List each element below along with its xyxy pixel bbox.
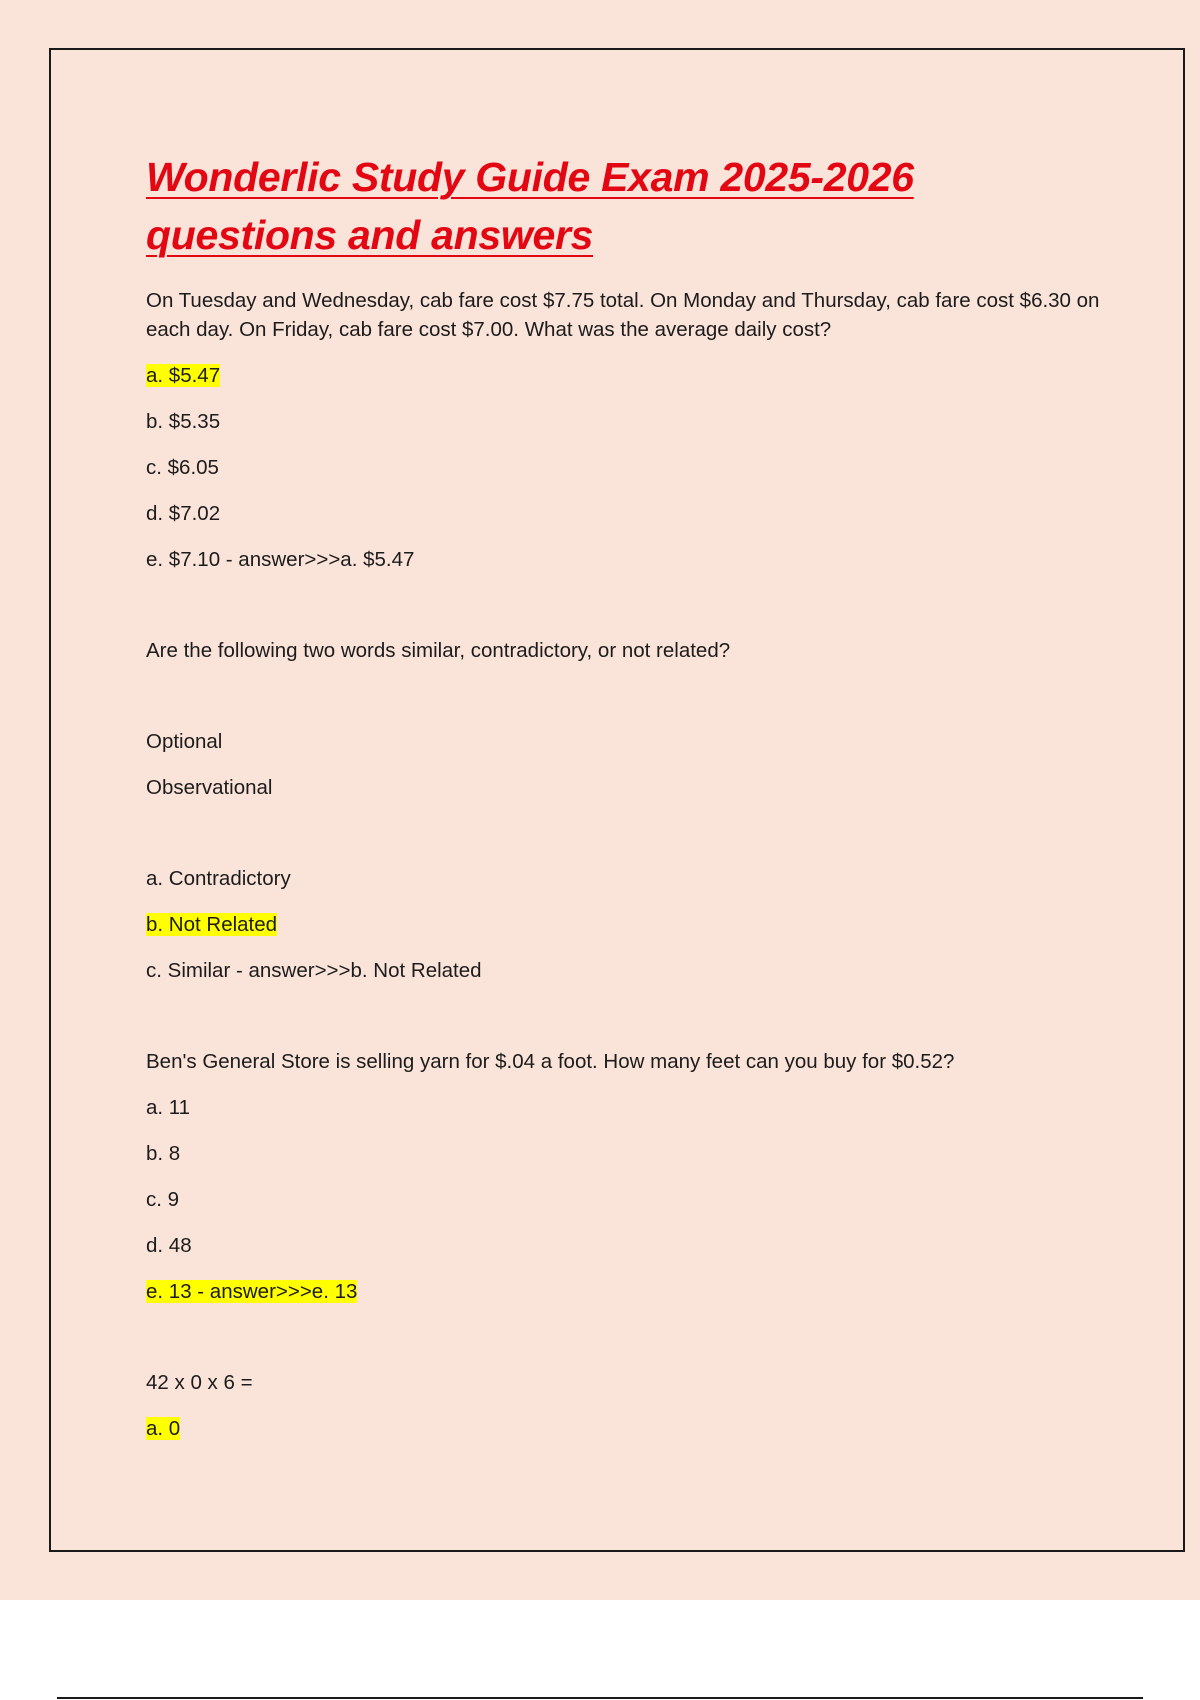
answer-option: b. 8 bbox=[146, 1142, 181, 1165]
answer-option: c. Similar - answer>>>b. Not Related bbox=[146, 959, 482, 982]
question-prompt: Are the following two words similar, contradictory, or not related? bbox=[146, 639, 731, 662]
document-title bbox=[146, 148, 1106, 264]
answer-option bbox=[146, 1277, 1106, 1306]
highlighted-answer: b. Not Related bbox=[146, 913, 278, 936]
title-line-1: Wonderlic Study Guide Exam 2025-2026 bbox=[146, 154, 914, 200]
answer-option: b. $5.35 bbox=[146, 410, 221, 433]
answer-option bbox=[146, 1414, 1106, 1443]
document-body bbox=[146, 148, 1106, 1443]
answer-option bbox=[146, 910, 1106, 939]
footer-divider bbox=[57, 1697, 1143, 1699]
highlighted-answer: a. $5.47 bbox=[146, 364, 221, 387]
question-1 bbox=[146, 286, 1106, 574]
title-line-2: questions and answers bbox=[146, 212, 594, 258]
word-item: Optional bbox=[146, 730, 223, 753]
answer-option: a. 11 bbox=[146, 1096, 191, 1119]
answer-option: d. $7.02 bbox=[146, 502, 221, 525]
word-item: Observational bbox=[146, 776, 273, 799]
answer-option: c. $6.05 bbox=[146, 456, 219, 479]
highlighted-answer: a. 0 bbox=[146, 1417, 181, 1440]
question-prompt: Ben's General Store is selling yarn for $.04 a foot. How many feet can you buy for $0.52? bbox=[146, 1050, 955, 1073]
answer-option bbox=[146, 361, 1106, 390]
question-4 bbox=[146, 1368, 1106, 1443]
answer-option: e. $7.10 - answer>>>a. $5.47 bbox=[146, 548, 415, 571]
answer-option: d. 48 bbox=[146, 1234, 192, 1257]
question-prompt: On Tuesday and Wednesday, cab fare cost $7.75 total. On Monday and Thursday, cab fare cost $6.30 on each day. On Friday, cab fare cost $7.00. What was the average daily cost? bbox=[146, 289, 1100, 341]
highlighted-answer: e. 13 - answer>>>e. 13 bbox=[146, 1280, 358, 1303]
answer-option: c. 9 bbox=[146, 1188, 180, 1211]
answer-option: a. Contradictory bbox=[146, 867, 291, 890]
question-2 bbox=[146, 636, 1106, 985]
question-prompt: 42 x 0 x 6 = bbox=[146, 1371, 253, 1394]
question-3 bbox=[146, 1047, 1106, 1306]
